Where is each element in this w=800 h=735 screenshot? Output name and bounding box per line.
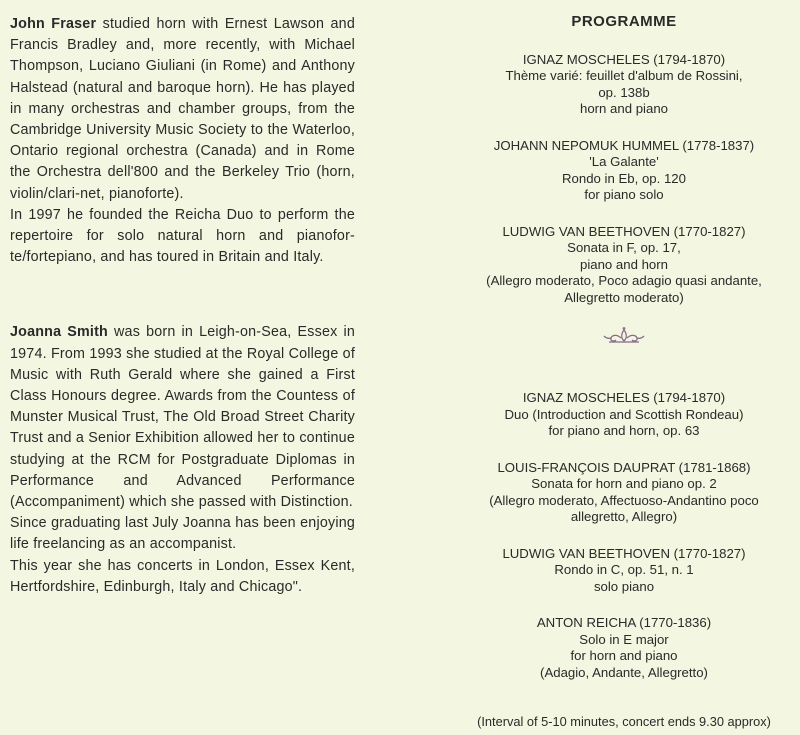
composer-heading: IGNAZ MOSCHELES (1794-1870) — [522, 390, 726, 405]
work-detail-line: for horn and piano — [570, 648, 678, 663]
programme-item — [448, 138, 800, 204]
work-detail-line: allegretto, Allegro) — [570, 509, 678, 524]
programme-part-1 — [448, 52, 800, 307]
work-detail-line: Rondo in Eb, op. 120 — [562, 170, 686, 186]
bio-joanna-smith — [10, 322, 355, 598]
bio-paragraph — [10, 322, 355, 513]
programme-item — [448, 224, 800, 307]
work-detail-line: Solo in E major — [579, 631, 669, 647]
work-detail-line: piano and horn — [580, 256, 668, 272]
work-detail-line: Duo (Introduction and Scottish Rondeau) — [504, 406, 744, 422]
work-detail-line: op. 138b — [598, 84, 650, 100]
bio-paragraph — [10, 14, 355, 205]
composer-heading: LUDWIG VAN BEETHOVEN (1770-1827) — [502, 223, 746, 239]
composer-heading: IGNAZ MOSCHELES (1794-1870) — [522, 51, 726, 67]
work-detail-line: (Adagio, Andante, Allegretto) — [540, 664, 708, 680]
bio-text: studied horn with Ernest Lawson and Francis Bradley and, more recently, with Michael Thompson, Luciano Giuliani (in Rome) and Anthony Halstead (natural and baroque horn). He has played in many orchestras and chamber groups, from the Cambridge University Music Society to the Waterloo, Ontario regional orchestra (Canada) and in Rome the Orchestra dell'800 and the Berkeley Trio (horn, violin/clari-net, pianoforte). — [10, 16, 355, 202]
bio-paragraph: In 1997 he founded the Reicha Duo to perform the repertoire for solo natural horn and pianofor-te/fortepiano, and has toured in Britain and Italy. — [10, 206, 355, 266]
programme-title: PROGRAMME — [571, 13, 677, 30]
programme-item — [448, 52, 800, 118]
work-detail-line: horn and piano — [580, 101, 668, 116]
composer-heading: JOHANN NEPOMUK HUMMEL (1778-1837) — [493, 137, 755, 153]
work-detail-line: Sonata for horn and piano op. 2 — [531, 476, 717, 491]
bio-text: was born in Leigh-on-Sea, Essex in 1974. From 1993 she studied at the Royal College of Music with Ruth Gerald where she gained a First Class Honours degree. Awards from the Countess of Munster Musical Trust, The Old Broad Street Charity Trust and a Senior Exhibition allowed her to continue studying at the RCM for Postgraduate Diplomas in Performance and Advanced Performance (Accompaniment) which she passed with Distinction. — [10, 324, 355, 511]
composer-heading: ANTON REICHA (1770-1836) — [536, 615, 712, 630]
bio-paragraph: This year she has concerts in London, Essex Kent, Hertfordshire, Edinburgh, Italy and Chicago". — [10, 557, 355, 595]
work-detail-line: (Allegro moderato, Poco adagio quasi andante, — [486, 273, 762, 288]
bio-john-fraser — [10, 14, 355, 268]
programme-item — [448, 546, 800, 596]
work-detail-line: solo piano — [593, 578, 655, 594]
bio-paragraph: Since graduating last July Joanna has been enjoying life freelancing as an accompanist. — [10, 515, 355, 553]
composer-heading: LUDWIG VAN BEETHOVEN (1770-1827) — [502, 545, 746, 561]
work-detail-line: Thème varié: feuillet d'album de Rossini, — [505, 68, 743, 83]
work-detail-line: Rondo in C, op. 51, n. 1 — [554, 562, 694, 577]
performer-name: John Fraser — [10, 16, 97, 32]
work-detail-line: for piano solo — [584, 187, 664, 202]
programme-item — [448, 615, 800, 681]
programme-item — [448, 460, 800, 526]
programme-column — [448, 14, 800, 701]
fleuron-ornament-icon — [448, 326, 800, 346]
performer-name: Joanna Smith — [10, 324, 108, 341]
work-detail-line: (Allegro moderato, Affectuoso-Andantino poco — [489, 492, 759, 508]
work-detail-line: Allegretto moderato) — [564, 289, 684, 305]
interval-note: (Interval of 5-10 minutes, concert ends 9.30 approx) — [477, 714, 771, 729]
work-detail-line: Sonata in F, op. 17, — [567, 240, 681, 255]
composer-heading: LOUIS-FRANÇOIS DAUPRAT (1781-1868) — [497, 459, 751, 475]
work-detail-line: for piano and horn, op. 63 — [548, 423, 700, 438]
work-detail-line: 'La Galante' — [589, 154, 659, 169]
biographies-column — [10, 14, 355, 598]
programme-part-2 — [448, 390, 800, 681]
programme-item — [448, 390, 800, 440]
